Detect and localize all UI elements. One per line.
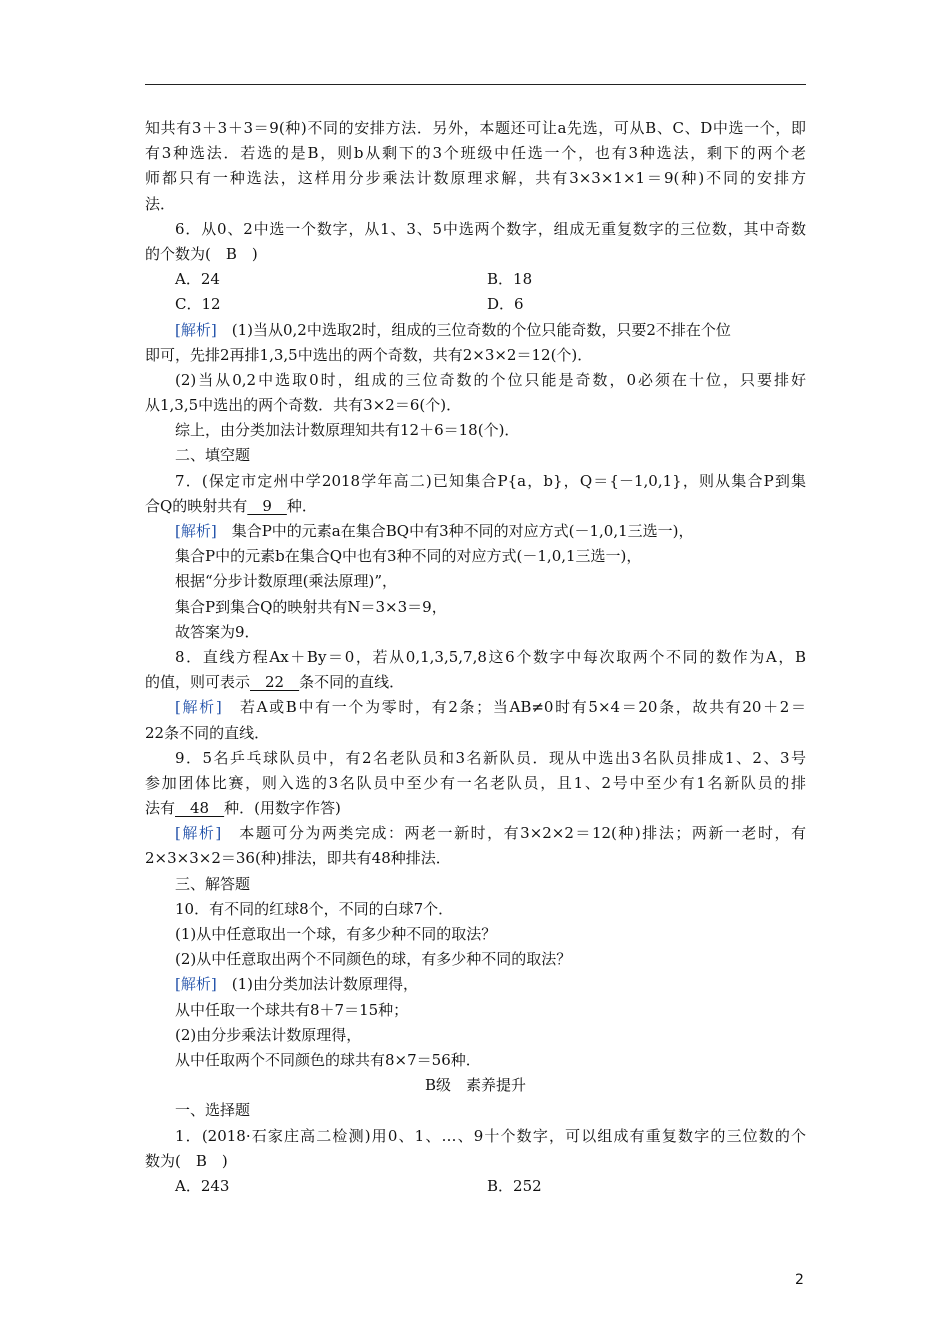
- option-c: C．12: [175, 295, 221, 314]
- option-a: A．24: [175, 270, 220, 289]
- solution-line: (2)由分步乘法计数原理得，: [175, 1025, 362, 1044]
- analysis-tag: [解析]: [175, 320, 217, 339]
- section-heading-solve: 三、解答题: [175, 874, 251, 893]
- solution-text: (1)由分类加法计数原理得，: [216, 975, 418, 994]
- question-7-stem-cont: [145, 494, 806, 519]
- text-line: 知共有3＋3＋3＝9(种)不同的安排方法．另外，本题还可让a先选，可从B、C、D中选一个，即: [145, 119, 806, 137]
- solution-line: 故答案为9．: [175, 622, 260, 641]
- question-b1-stem-cont: 数为( B ): [145, 1151, 228, 1170]
- question-6-stem-cont: 的个数为( B ): [145, 244, 258, 263]
- solution-line: [145, 972, 806, 997]
- solution-text: 若A或B中有一个为零时，有2条；当AB≠0时有5×4＝20条，故共有20＋2＝: [221, 698, 806, 717]
- solution-line: [145, 318, 806, 343]
- solution-line: 集合P中的元素b在集合Q中也有3种不同的对应方式(－1,0,1三选一)，: [175, 547, 642, 566]
- answer-blank: 22: [250, 673, 300, 692]
- section-heading-choice: 一、选择题: [175, 1101, 251, 1120]
- solution-line: [145, 821, 806, 846]
- question-7-stem: 7．(保定市定州中学2018学年高二)已知集合P{a，b}，Q＝{－1,0,1}，则从集合P到集: [175, 471, 806, 490]
- question-b1-options-row1: [145, 1174, 806, 1199]
- option-b: B．252: [487, 1176, 542, 1195]
- question-text: 合Q的映射共有: [145, 496, 248, 515]
- option-b: B．18: [487, 270, 533, 289]
- solution-line: [145, 519, 806, 544]
- question-text: 种．: [286, 496, 317, 515]
- question-9-stem-cont: [145, 796, 806, 821]
- question-text: 法有: [145, 799, 176, 818]
- solution-line: 综上，由分类加法计数原理知共有12＋6＝18(个)．: [175, 421, 520, 440]
- header-rule: [145, 84, 806, 85]
- solution-text: (1)当从0,2中选取2时，组成的三位奇数的个位只能奇数，只要2不排在个位: [216, 320, 731, 339]
- solution-line: 从1,3,5中选出的两个奇数．共有3×2＝6(个)．: [145, 396, 462, 415]
- text-line: 法．: [145, 194, 176, 213]
- question-9-stem-cont: 参加团体比赛，则入选的3名队员中至少有一名老队员，且1、2号中至少有1名新队员的排: [145, 773, 806, 792]
- text-line: 师都只有一种选法，这样用分步乘法计数原理求解，共有3×3×1×1＝9(种)不同的安排方: [145, 169, 806, 188]
- solution-line: 集合P到集合Q的映射共有N＝3×3＝9，: [175, 597, 447, 616]
- question-text: 的值，则可表示: [145, 673, 251, 692]
- question-8-stem-cont: [145, 670, 806, 695]
- answer-blank: 9: [247, 496, 287, 515]
- question-9-stem: 9．5名乒乓球队员中，有2名老队员和3名新队员．现从中选出3名队员排成1、2、3号: [175, 748, 806, 767]
- solution-text: 集合P中的元素a在集合BQ中有3种不同的对应方式(－1,0,1三选一)，: [216, 522, 694, 540]
- solution-line: 即可，先排2再排1,3,5中选出的两个奇数，共有2×3×2＝12(个)．: [145, 345, 593, 364]
- question-10-part1: (1)从中任意取出一个球，有多少种不同的取法？: [175, 925, 497, 943]
- analysis-tag: [解析]: [175, 698, 222, 717]
- page-content: [145, 116, 806, 1199]
- option-d: D．6: [487, 295, 524, 314]
- question-text: 种．(用数字作答): [224, 799, 341, 818]
- question-10-part2: (2)从中任意取出两个不同颜色的球，有多少种不同的取法？: [175, 950, 572, 969]
- answer-blank: 48: [175, 799, 225, 818]
- level-b-heading: B级 素养提升: [424, 1076, 527, 1095]
- text-line: 有3种选法．若选的是B，则b从剩下的3个班级中任选一个，也有3种选法，剩下的两个老: [145, 144, 806, 163]
- solution-line: 根据“分步计数原理(乘法原理)”，: [175, 572, 398, 591]
- question-6-options-row1: [145, 267, 806, 292]
- solution-line: 从中任取两个不同颜色的球共有8×7＝56种．: [175, 1050, 481, 1069]
- analysis-tag: [解析]: [175, 975, 217, 994]
- analysis-tag: [解析]: [175, 824, 222, 843]
- question-6-stem: 6．从0、2中选一个数字，从1、3、5中选两个数字，组成无重复数字的三位数，其中奇数: [175, 219, 806, 238]
- question-text: 条不同的直线．: [299, 673, 405, 692]
- solution-text: 本题可分为两类完成：两老一新时，有3×2×2＝12(种)排法；两新一老时，有: [221, 824, 806, 843]
- question-10-stem: 10．有不同的红球8个，不同的白球7个．: [175, 899, 454, 918]
- analysis-tag: [解析]: [175, 522, 217, 540]
- question-b1-stem: 1．(2018·石家庄高二检测)用0、1、…、9十个数字，可以组成有重复数字的三位数的个: [175, 1126, 806, 1145]
- solution-line: 从中任取一个球共有8＋7＝15种；: [175, 1000, 409, 1019]
- solution-line: 2×3×3×2＝36(种)排法，即共有48种排法．: [145, 849, 451, 868]
- option-a: A．243: [175, 1176, 230, 1195]
- solution-line: (2)当从0,2中选取0时，组成的三位奇数的个位只能是奇数，0必须在十位，只要排好: [175, 370, 806, 389]
- question-6-options-row2: [145, 292, 806, 317]
- question-8-stem: 8．直线方程Ax＋By＝0，若从0,1,3,5,7,8这6个数字中每次取两个不同的数作为A，B: [175, 647, 806, 666]
- page-number: 2: [795, 1272, 804, 1288]
- solution-line: [145, 695, 806, 720]
- solution-line: 22条不同的直线．: [145, 723, 270, 742]
- section-heading-fill-in: 二、填空题: [175, 446, 251, 465]
